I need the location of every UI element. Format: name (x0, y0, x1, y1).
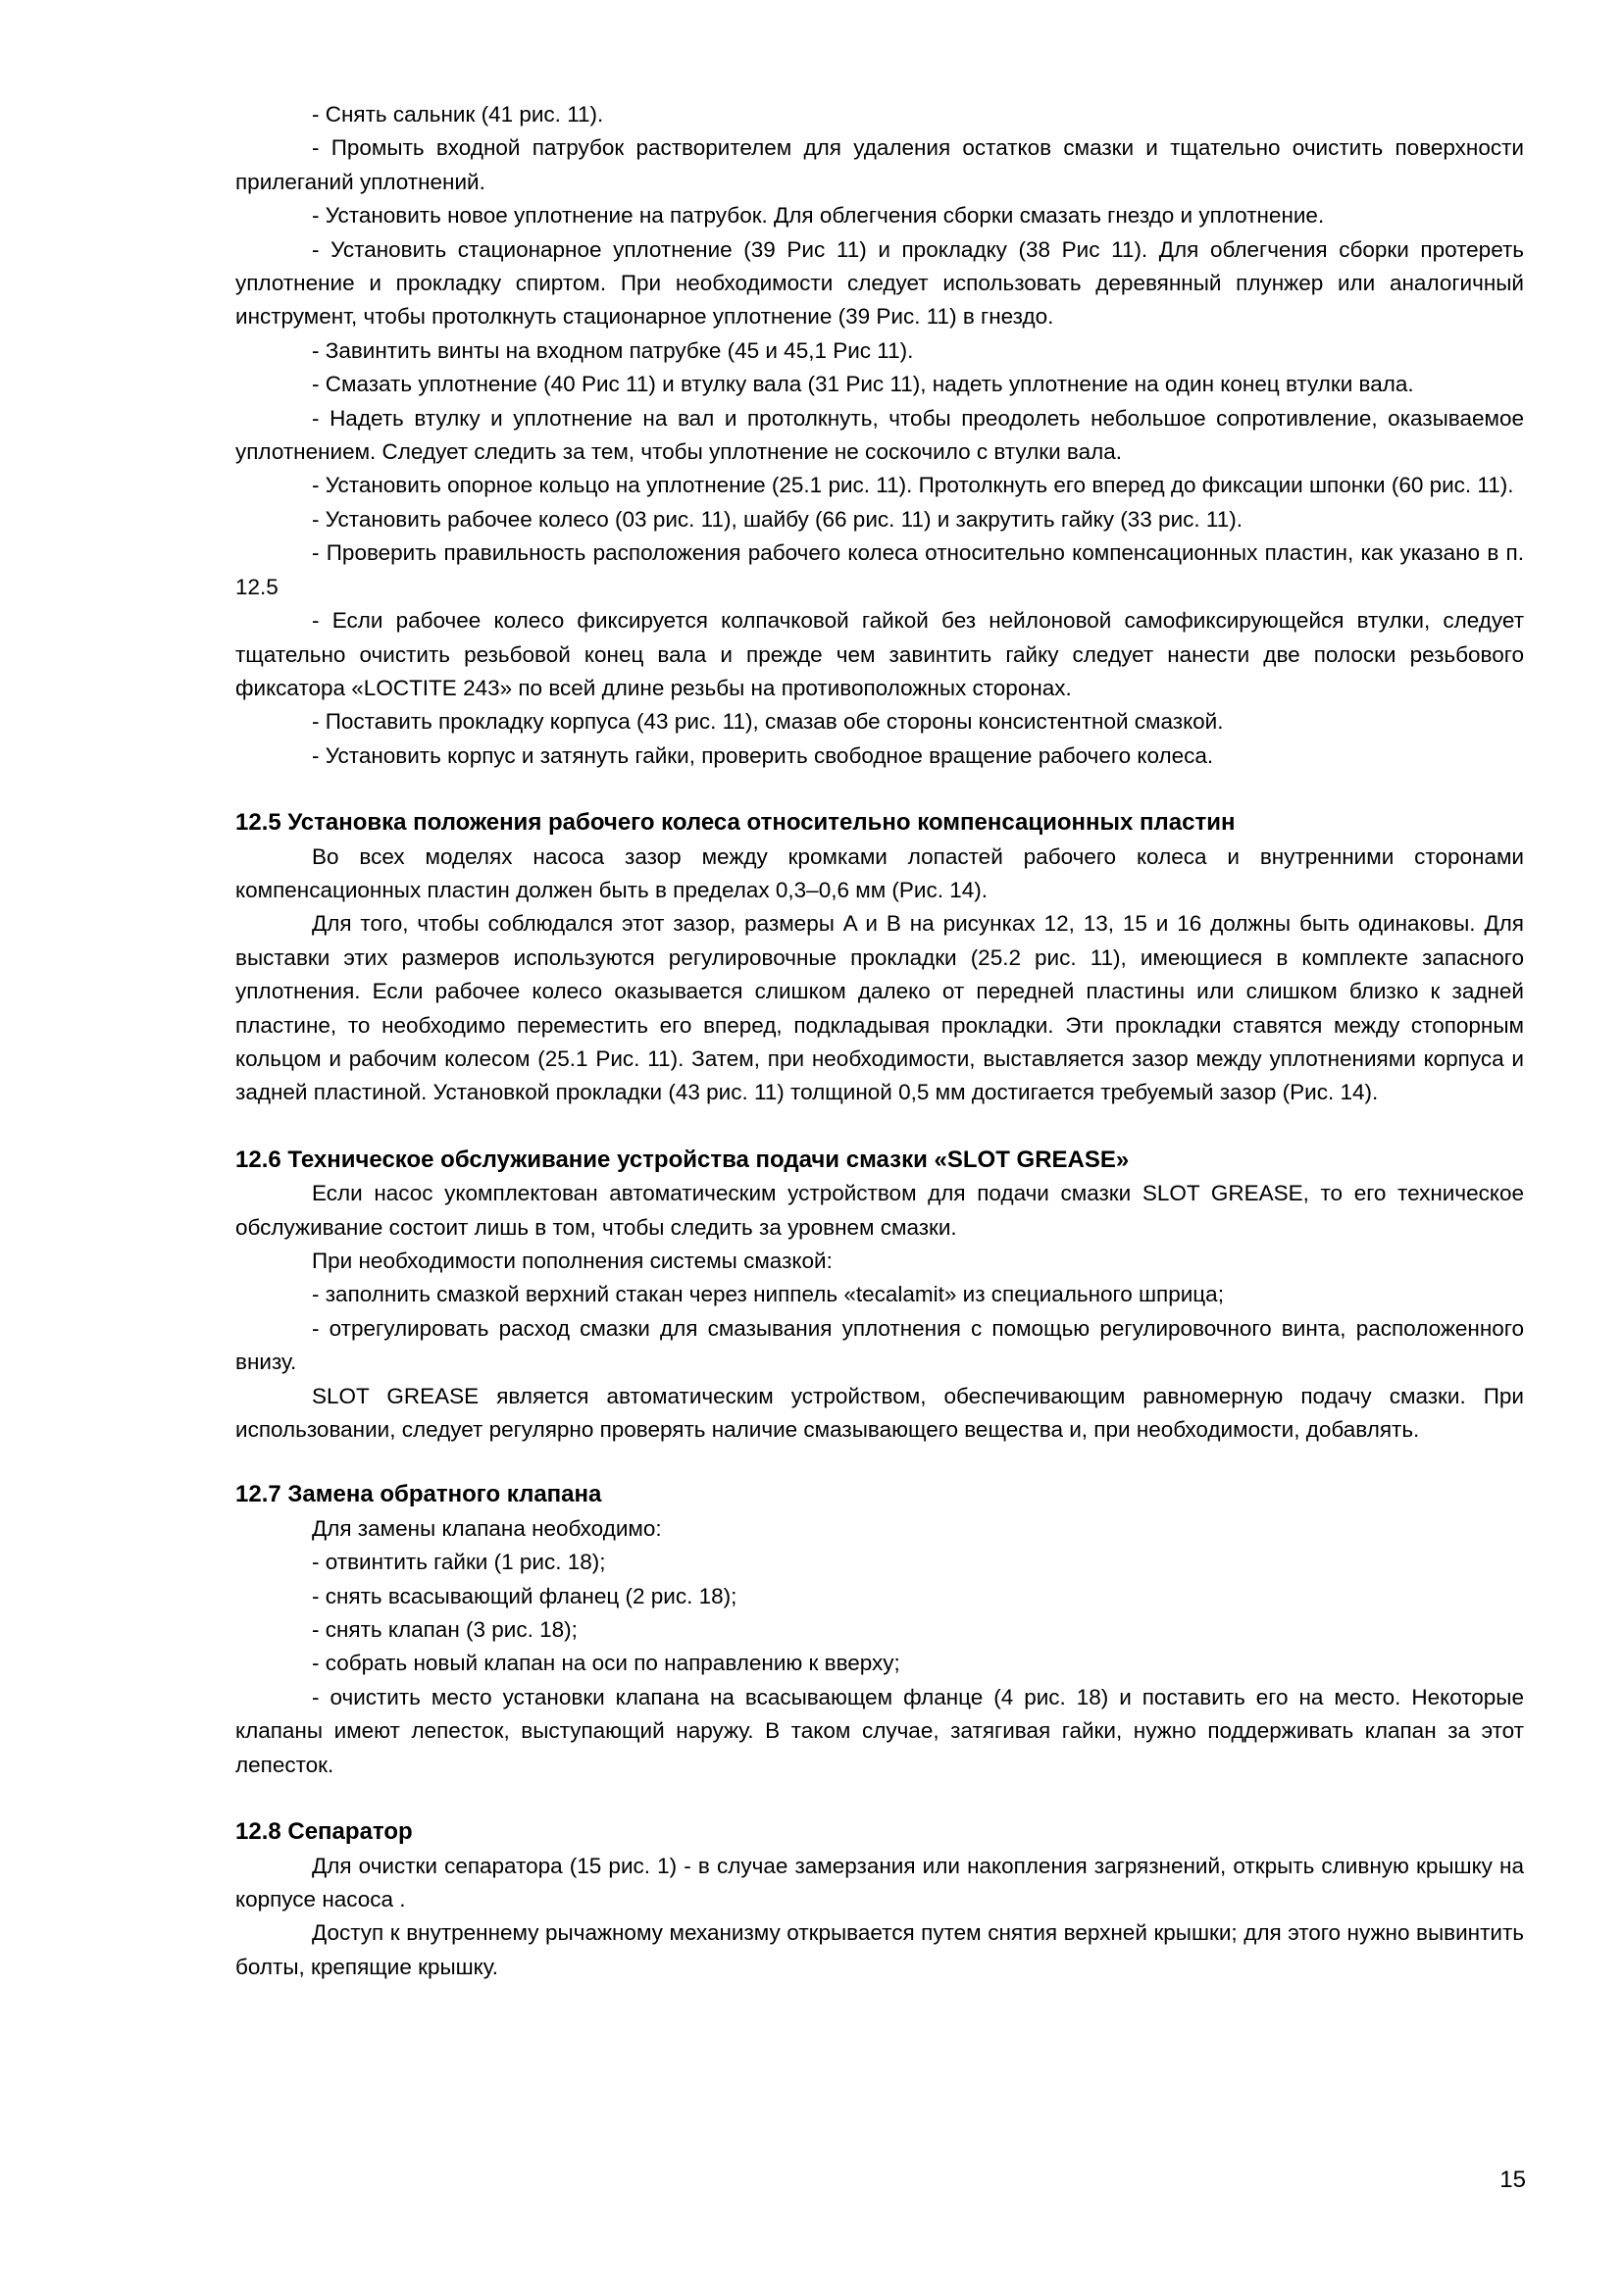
section-paragraph: - снять клапан (3 рис. 18); (312, 1617, 578, 1643)
section-heading: 12.5 Установка положения рабочего колеса относительно компенсационных пластин (235, 809, 1236, 837)
section-paragraph: Для замены клапана необходимо: (312, 1515, 662, 1541)
intro-paragraph: - Завинтить винты на входном патрубке (45 и 45,1 Рис 11). (312, 337, 914, 363)
intro-block (235, 98, 1524, 773)
intro-paragraph: - Надеть втулку и уплотнение на вал и протолкнуть, чтобы преодолеть небольшое сопротивление, оказываемое уплотнением. Следует следить за тем, чтобы уплотнение не соскочило с втулки вала. (235, 405, 1524, 465)
section-paragraph: - заполнить смазкой верхний стакан через ниппель «tecalamit» из специального шприца; (312, 1282, 1224, 1307)
intro-paragraph: - Смазать уплотнение (40 Рис 11) и втулку вала (31 Рис 11), надеть уплотнение на один конец втулки вала. (312, 372, 1414, 397)
section-12-5 (235, 806, 1524, 1110)
intro-paragraph: - Установить опорное кольцо на уплотнение (25.1 рис. 11). Протолкнуть его вперед до фиксации шпонки (60 рис. 11). (312, 473, 1514, 498)
section-heading: 12.6 Техническое обслуживание устройства подачи смазки «SLOT GREASE» (235, 1146, 1130, 1173)
intro-paragraph: - Установить рабочее колесо (03 рис. 11), шайбу (66 рис. 11) и закрутить гайку (33 рис. 11). (312, 506, 1243, 532)
section-paragraph: - очистить место установки клапана на всасывающем фланце (4 рис. 18) и поставить его на место. Некоторые клапаны имеют лепесток, выступающий наружу. В таком случае, затягивая гайки, нужно поддерживать клапан за этот лепесток. (235, 1684, 1524, 1777)
section-12-7 (235, 1478, 1524, 1782)
section-paragraph: SLOT GREASE является автоматическим устройством, обеспечивающим равномерную подачу смазки. При использовании, следует регулярно проверять наличие смазывающего вещества и, при необходимости, добавлять. (235, 1383, 1524, 1443)
section-paragraph: Если насос укомплектован автоматическим устройством для подачи смазки SLOT GREASE, то его техническое обслуживание состоит лишь в том, чтобы следить за уровнем смазки. (235, 1181, 1524, 1240)
intro-paragraph: - Промыть входной патрубок растворителем для удаления остатков смазки и тщательно очистить поверхности прилеганий уплотнений. (235, 135, 1524, 194)
intro-paragraph: - Проверить правильность расположения рабочего колеса относительно компенсационных пластин, как указано в п. 12.5 (235, 540, 1524, 599)
section-heading: 12.7 Замена обратного клапана (235, 1481, 602, 1508)
document-page (235, 98, 1524, 1984)
section-heading: 12.8 Сепаратор (235, 1818, 413, 1846)
intro-paragraph: - Снять сальник (41 рис. 11). (312, 102, 604, 127)
section-paragraph: Для того, чтобы соблюдался этот зазор, размеры A и B на рисунках 12, 13, 15 и 16 должны быть одинаковы. Для выставки этих размеров используются регулировочные прокладки (25.2 рис. 11), имеющиеся в комплекте запасного уплотнения. Если рабочее колесо оказывается слишком далеко от передней пластины или слишком близко к задней пластине, то необходимо переместить его вперед, подкладывая прокладки. Эти прокладки ставятся между стопорным кольцом и рабочим колесом (25.1 Рис. 11). Затем, при необходимости, выставляется зазор между уплотнениями корпуса и задней пластиной. Установкой прокладки (43 рис. 11) толщиной 0,5 мм достигается требуемый зазор (Рис. 14). (235, 911, 1524, 1105)
intro-paragraph: - Установить стационарное уплотнение (39 Рис 11) и прокладку (38 Рис 11). Для облегчения сборки протереть уплотнение и прокладку спиртом. При необходимости следует использовать деревянный плунжер или аналогичный инструмент, чтобы протолкнуть стационарное уплотнение (39 Рис. 11) в гнездо. (235, 236, 1524, 330)
intro-paragraph: - Поставить прокладку корпуса (43 рис. 11), смазав обе стороны консистентной смазкой. (312, 709, 1224, 735)
section-paragraph: - снять всасывающий фланец (2 рис. 18); (312, 1583, 737, 1608)
section-paragraph: Для очистки сепаратора (15 рис. 1) - в случае замерзания или накопления загрязнений, открыть сливную крышку на корпусе насоса . (235, 1853, 1524, 1912)
section-paragraph: - отвинтить гайки (1 рис. 18); (312, 1550, 606, 1575)
section-paragraph: Во всех моделях насоса зазор между кромками лопастей рабочего колеса и внутренними сторонами компенсационных пластин должен быть в пределах 0,3–0,6 мм (Рис. 14). (235, 843, 1524, 902)
section-12-8 (235, 1815, 1524, 1984)
page-number: 15 (1499, 2167, 1526, 2193)
section-paragraph: - отрегулировать расход смазки для смазывания уплотнения с помощью регулировочного винта, расположенного внизу. (235, 1315, 1524, 1375)
section-12-6 (235, 1144, 1524, 1448)
section-paragraph: При необходимости пополнения системы смазкой: (312, 1249, 833, 1273)
intro-paragraph: - Если рабочее колесо фиксируется колпачковой гайкой без нейлоновой самофиксирующейся втулки, следует тщательно очистить резьбовой конец вала и прежде чем завинтить гайку следует нанести две полоски резьбового фиксатора «LOCTITE 243» по всей длине резьбы на противоположных сторонах. (235, 608, 1524, 700)
intro-paragraph: - Установить новое уплотнение на патрубок. Для облегчения сборки смазать гнездо и уплотнение. (312, 203, 1325, 229)
section-paragraph: Доступ к внутреннему рычажному механизму открывается путем снятия верхней крышки; для этого нужно вывинтить болты, крепящие крышку. (235, 1920, 1524, 1979)
intro-paragraph: - Установить корпус и затянуть гайки, проверить свободное вращение рабочего колеса. (312, 742, 1214, 768)
section-paragraph: - собрать новый клапан на оси по направлению к вверху; (312, 1651, 900, 1676)
